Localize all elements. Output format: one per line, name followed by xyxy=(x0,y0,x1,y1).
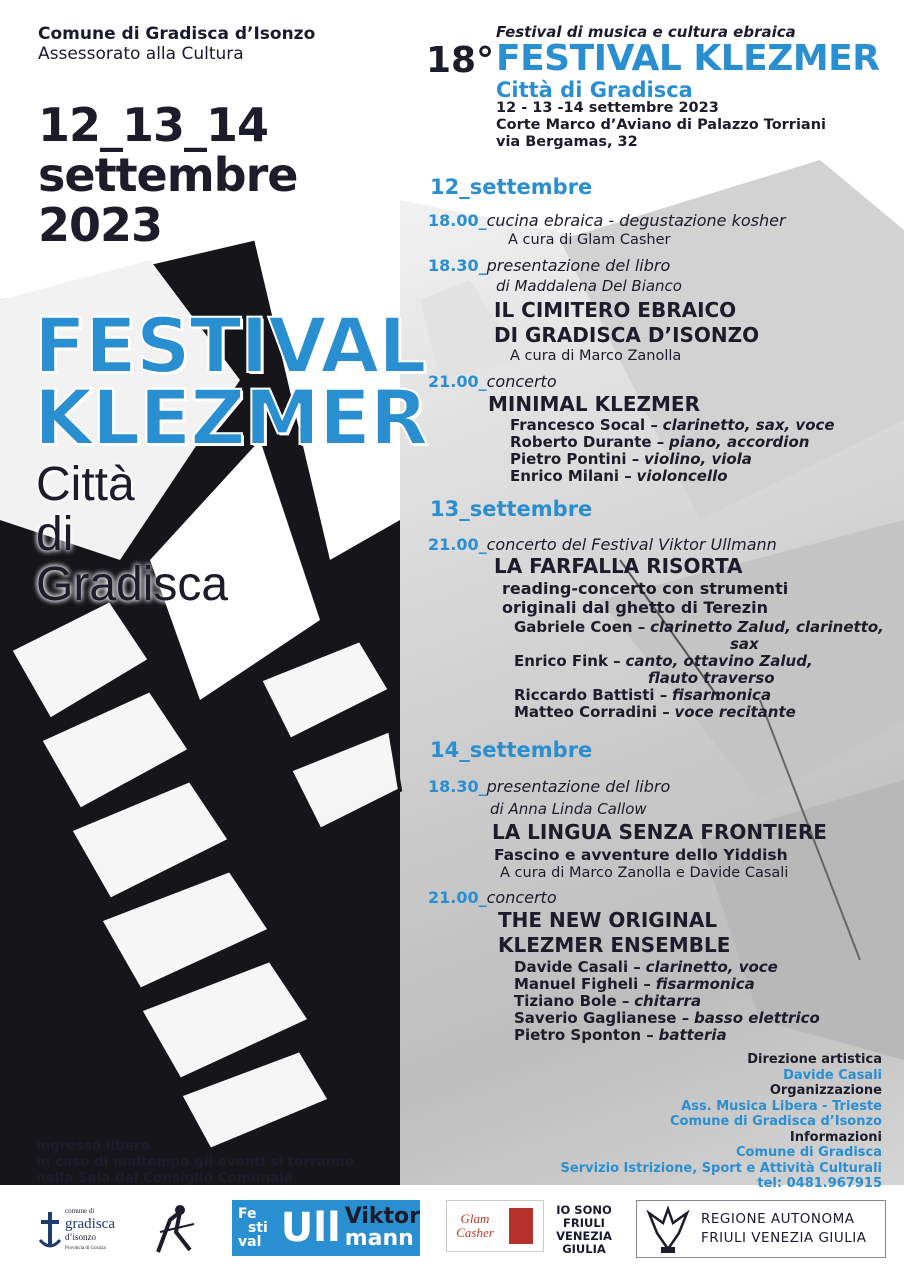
performer xyxy=(510,468,728,485)
performer-name: Enrico Milani – xyxy=(510,467,632,485)
performer xyxy=(514,687,771,704)
performer-role: canto, ottavino Zalud, xyxy=(625,652,813,670)
performer-role: clarinetto, sax, voce xyxy=(662,416,835,434)
logo-io-sono-fvg xyxy=(552,1200,616,1260)
logo-text: Glam xyxy=(460,1211,490,1226)
logo-text: Ull xyxy=(280,1205,341,1251)
logo-text: gradisca xyxy=(65,1216,115,1232)
city-line3: Gradisca xyxy=(36,558,229,611)
logo-text: mann xyxy=(344,1226,414,1251)
glam-badge-icon xyxy=(509,1208,533,1244)
performer-name: Matteo Corradini – xyxy=(514,703,670,721)
festival-address: via Bergamas, 32 xyxy=(496,134,638,150)
performer xyxy=(514,1010,820,1027)
band-name: MINIMAL KLEZMER xyxy=(488,392,700,416)
credits-org-label: Organizzazione xyxy=(769,1083,882,1098)
performer-name: Francesco Socal – xyxy=(510,416,658,434)
big-title-line2: KLEZMER xyxy=(34,373,428,462)
performer-role: fisarmonica xyxy=(655,975,755,993)
performer-role-cont: flauto traverso xyxy=(648,669,775,687)
performer-role: violoncello xyxy=(636,467,728,485)
logo-text: FRIULI VENEZIA GIULIA xyxy=(701,1230,867,1246)
performer-name: Davide Casali – xyxy=(514,958,641,976)
event-time: 21.00_ xyxy=(428,535,487,554)
logo-text: comune di xyxy=(65,1207,95,1215)
city-line1: Città xyxy=(36,458,135,511)
festival-venue: Corte Marco d’Aviano di Palazzo Torriani xyxy=(496,117,827,133)
logo-text: Provincia di Gorizia xyxy=(65,1246,106,1251)
performer-role: piano, accordion xyxy=(669,433,810,451)
event-time: 18.00_ xyxy=(428,211,487,230)
festival-dates xyxy=(38,100,298,250)
logo-glam-casher xyxy=(446,1200,544,1252)
logo-text: GIULIA xyxy=(562,1242,606,1256)
dates-year: 2023 xyxy=(38,198,163,252)
show-desc-line2: originali dal ghetto di Terezin xyxy=(502,598,768,617)
organizer-header xyxy=(38,24,315,64)
logo-text: d’isonzo xyxy=(65,1232,96,1242)
festival-info xyxy=(496,100,826,151)
band-name-line2: KLEZMER ENSEMBLE xyxy=(498,933,731,957)
credits-org-value: Comune di Gradisca d’Isonzo xyxy=(669,1114,882,1129)
performer-name: Manuel Figheli – xyxy=(514,975,651,993)
performer-name: Pietro Sponton – xyxy=(514,1026,654,1044)
event-note: A cura di Marco Zanolla e Davide Casali xyxy=(500,865,789,881)
show-title: LA FARFALLA RISORTA xyxy=(494,554,743,578)
cross-anchor-icon xyxy=(38,1210,62,1250)
logo-text: REGIONE AUTONOMA xyxy=(701,1211,855,1227)
org-name: Comune di Gradisca d’Isonzo xyxy=(38,24,316,44)
event-row xyxy=(428,373,557,391)
performer-role: clarinetto Zalud, clarinetto, xyxy=(650,618,884,636)
logo-text: Casher xyxy=(456,1225,494,1240)
musician-figure-icon xyxy=(150,1202,202,1258)
city-line2: di xyxy=(36,508,74,561)
festival-edition: 18° xyxy=(426,40,495,81)
logo-regione-fvg xyxy=(636,1200,886,1258)
logo-text: FRIULI xyxy=(563,1216,605,1230)
notice-line: ingresso libero xyxy=(36,1138,150,1154)
event-author: di Maddalena Del Bianco xyxy=(496,277,682,295)
credits-direction-value: Davide Casali xyxy=(783,1067,882,1083)
book-title-line1: IL CIMITERO EBRAICO xyxy=(494,298,737,322)
logo-musica-libera xyxy=(150,1200,206,1260)
event-time: 21.00_ xyxy=(428,372,487,391)
performer-role-cont: sax xyxy=(730,635,759,653)
event-author: di Anna Linda Callow xyxy=(490,800,647,818)
performer xyxy=(514,704,796,721)
performer-name: Enrico Fink – xyxy=(514,652,621,670)
show-desc-line1: reading-concerto con strumenti xyxy=(502,579,789,598)
event-title: cucina ebraica - degustazione kosher xyxy=(486,211,786,230)
credits-direction-label: Direzione artistica xyxy=(747,1052,882,1067)
book-subtitle: Fascino e avventure dello Yiddish xyxy=(494,846,788,864)
book-title-line2: DI GRADISCA D’ISONZO xyxy=(494,323,760,347)
logo-festival-ullmann xyxy=(232,1200,420,1256)
performer-name: Saverio Gaglianese – xyxy=(514,1009,690,1027)
performer xyxy=(510,451,752,468)
performer xyxy=(514,976,755,993)
event-row xyxy=(428,257,670,275)
day-heading-12: 12_settembre xyxy=(430,175,593,199)
festival-dates-line: 12 - 13 -14 settembre 2023 xyxy=(496,100,719,116)
event-time: 21.00_ xyxy=(428,888,487,907)
credits-info-value: Comune di Gradisca xyxy=(736,1145,882,1160)
performer xyxy=(514,1027,727,1044)
big-title-line1: FESTIVAL xyxy=(34,301,426,390)
day-heading-13: 13_settembre xyxy=(430,497,593,521)
event-row xyxy=(428,536,777,554)
performer-role: basso elettrico xyxy=(693,1009,820,1027)
performer-role: clarinetto, voce xyxy=(645,958,778,976)
entry-notice xyxy=(36,1138,354,1186)
dates-month: settembre xyxy=(38,148,298,202)
big-title xyxy=(34,301,428,462)
logo-text: VENEZIA xyxy=(556,1229,612,1243)
credits-info-value: Servizio Istrizione, Sport e Attività Culturali xyxy=(560,1160,882,1176)
eagle-icon xyxy=(643,1203,693,1255)
logo-text: Viktor xyxy=(344,1204,420,1229)
performer-name: Tiziano Bole – xyxy=(514,992,630,1010)
performer-name: Gabriele Coen – xyxy=(514,618,646,636)
performer-name: Roberto Durante – xyxy=(510,433,665,451)
logo-text: IO SONO xyxy=(556,1203,612,1217)
performer-name: Pietro Pontini – xyxy=(510,450,640,468)
performer xyxy=(510,434,809,451)
performer-role: voce recitante xyxy=(674,703,796,721)
event-title: presentazione del libro xyxy=(486,256,671,275)
logo-text: val xyxy=(238,1234,262,1250)
band-name-line1: THE NEW ORIGINAL xyxy=(498,908,718,932)
dates-days: 12_13_14 xyxy=(38,98,269,152)
logo-text: sti xyxy=(248,1220,268,1236)
credits-info-label: Informazioni xyxy=(789,1129,882,1145)
performer-role: violino, viola xyxy=(644,450,752,468)
event-note: A cura di Marco Zanolla xyxy=(510,348,682,364)
performer xyxy=(514,993,701,1010)
festival-subtitle: Festival di musica e cultura ebraica xyxy=(496,23,796,41)
event-row xyxy=(428,212,786,230)
performer xyxy=(514,653,813,670)
festival-city: Città di Gradisca xyxy=(496,78,693,102)
performer-role: fisarmonica xyxy=(672,686,772,704)
event-row xyxy=(428,889,557,907)
city-name xyxy=(36,460,228,610)
org-dept: Assessorato alla Cultura xyxy=(38,44,244,64)
event-title: presentazione del libro xyxy=(486,777,671,796)
day-heading-14: 14_settembre xyxy=(430,738,593,762)
performer xyxy=(514,619,884,636)
logo-comune-gradisca xyxy=(38,1200,128,1260)
event-time: 18.30_ xyxy=(428,777,487,796)
credits-block xyxy=(561,1052,882,1192)
event-note: A cura di Glam Casher xyxy=(508,232,671,248)
event-title: concerto del Festival Viktor Ullmann xyxy=(486,535,777,554)
performer-role: chitarra xyxy=(634,992,702,1010)
event-row xyxy=(428,778,670,796)
notice-line: in caso di maltempo gli eventi si terranno xyxy=(36,1154,355,1170)
notice-line: nella Sala del Consiglio Comunale xyxy=(36,1170,293,1186)
credits-phone: tel: 0481.967915 xyxy=(757,1176,882,1191)
performer xyxy=(510,417,835,434)
performer-name: Riccardo Battisti – xyxy=(514,686,668,704)
logo-text: Fe xyxy=(238,1206,257,1222)
event-time: 18.30_ xyxy=(428,256,487,275)
festival-title: FESTIVAL KLEZMER xyxy=(496,38,880,79)
performer xyxy=(514,959,778,976)
book-title: LA LINGUA SENZA FRONTIERE xyxy=(492,820,827,844)
event-title: concerto xyxy=(486,888,557,907)
credits-org-value: Ass. Musica Libera - Trieste xyxy=(681,1098,882,1114)
event-title: concerto xyxy=(486,372,557,391)
performer-role: batteria xyxy=(658,1026,727,1044)
